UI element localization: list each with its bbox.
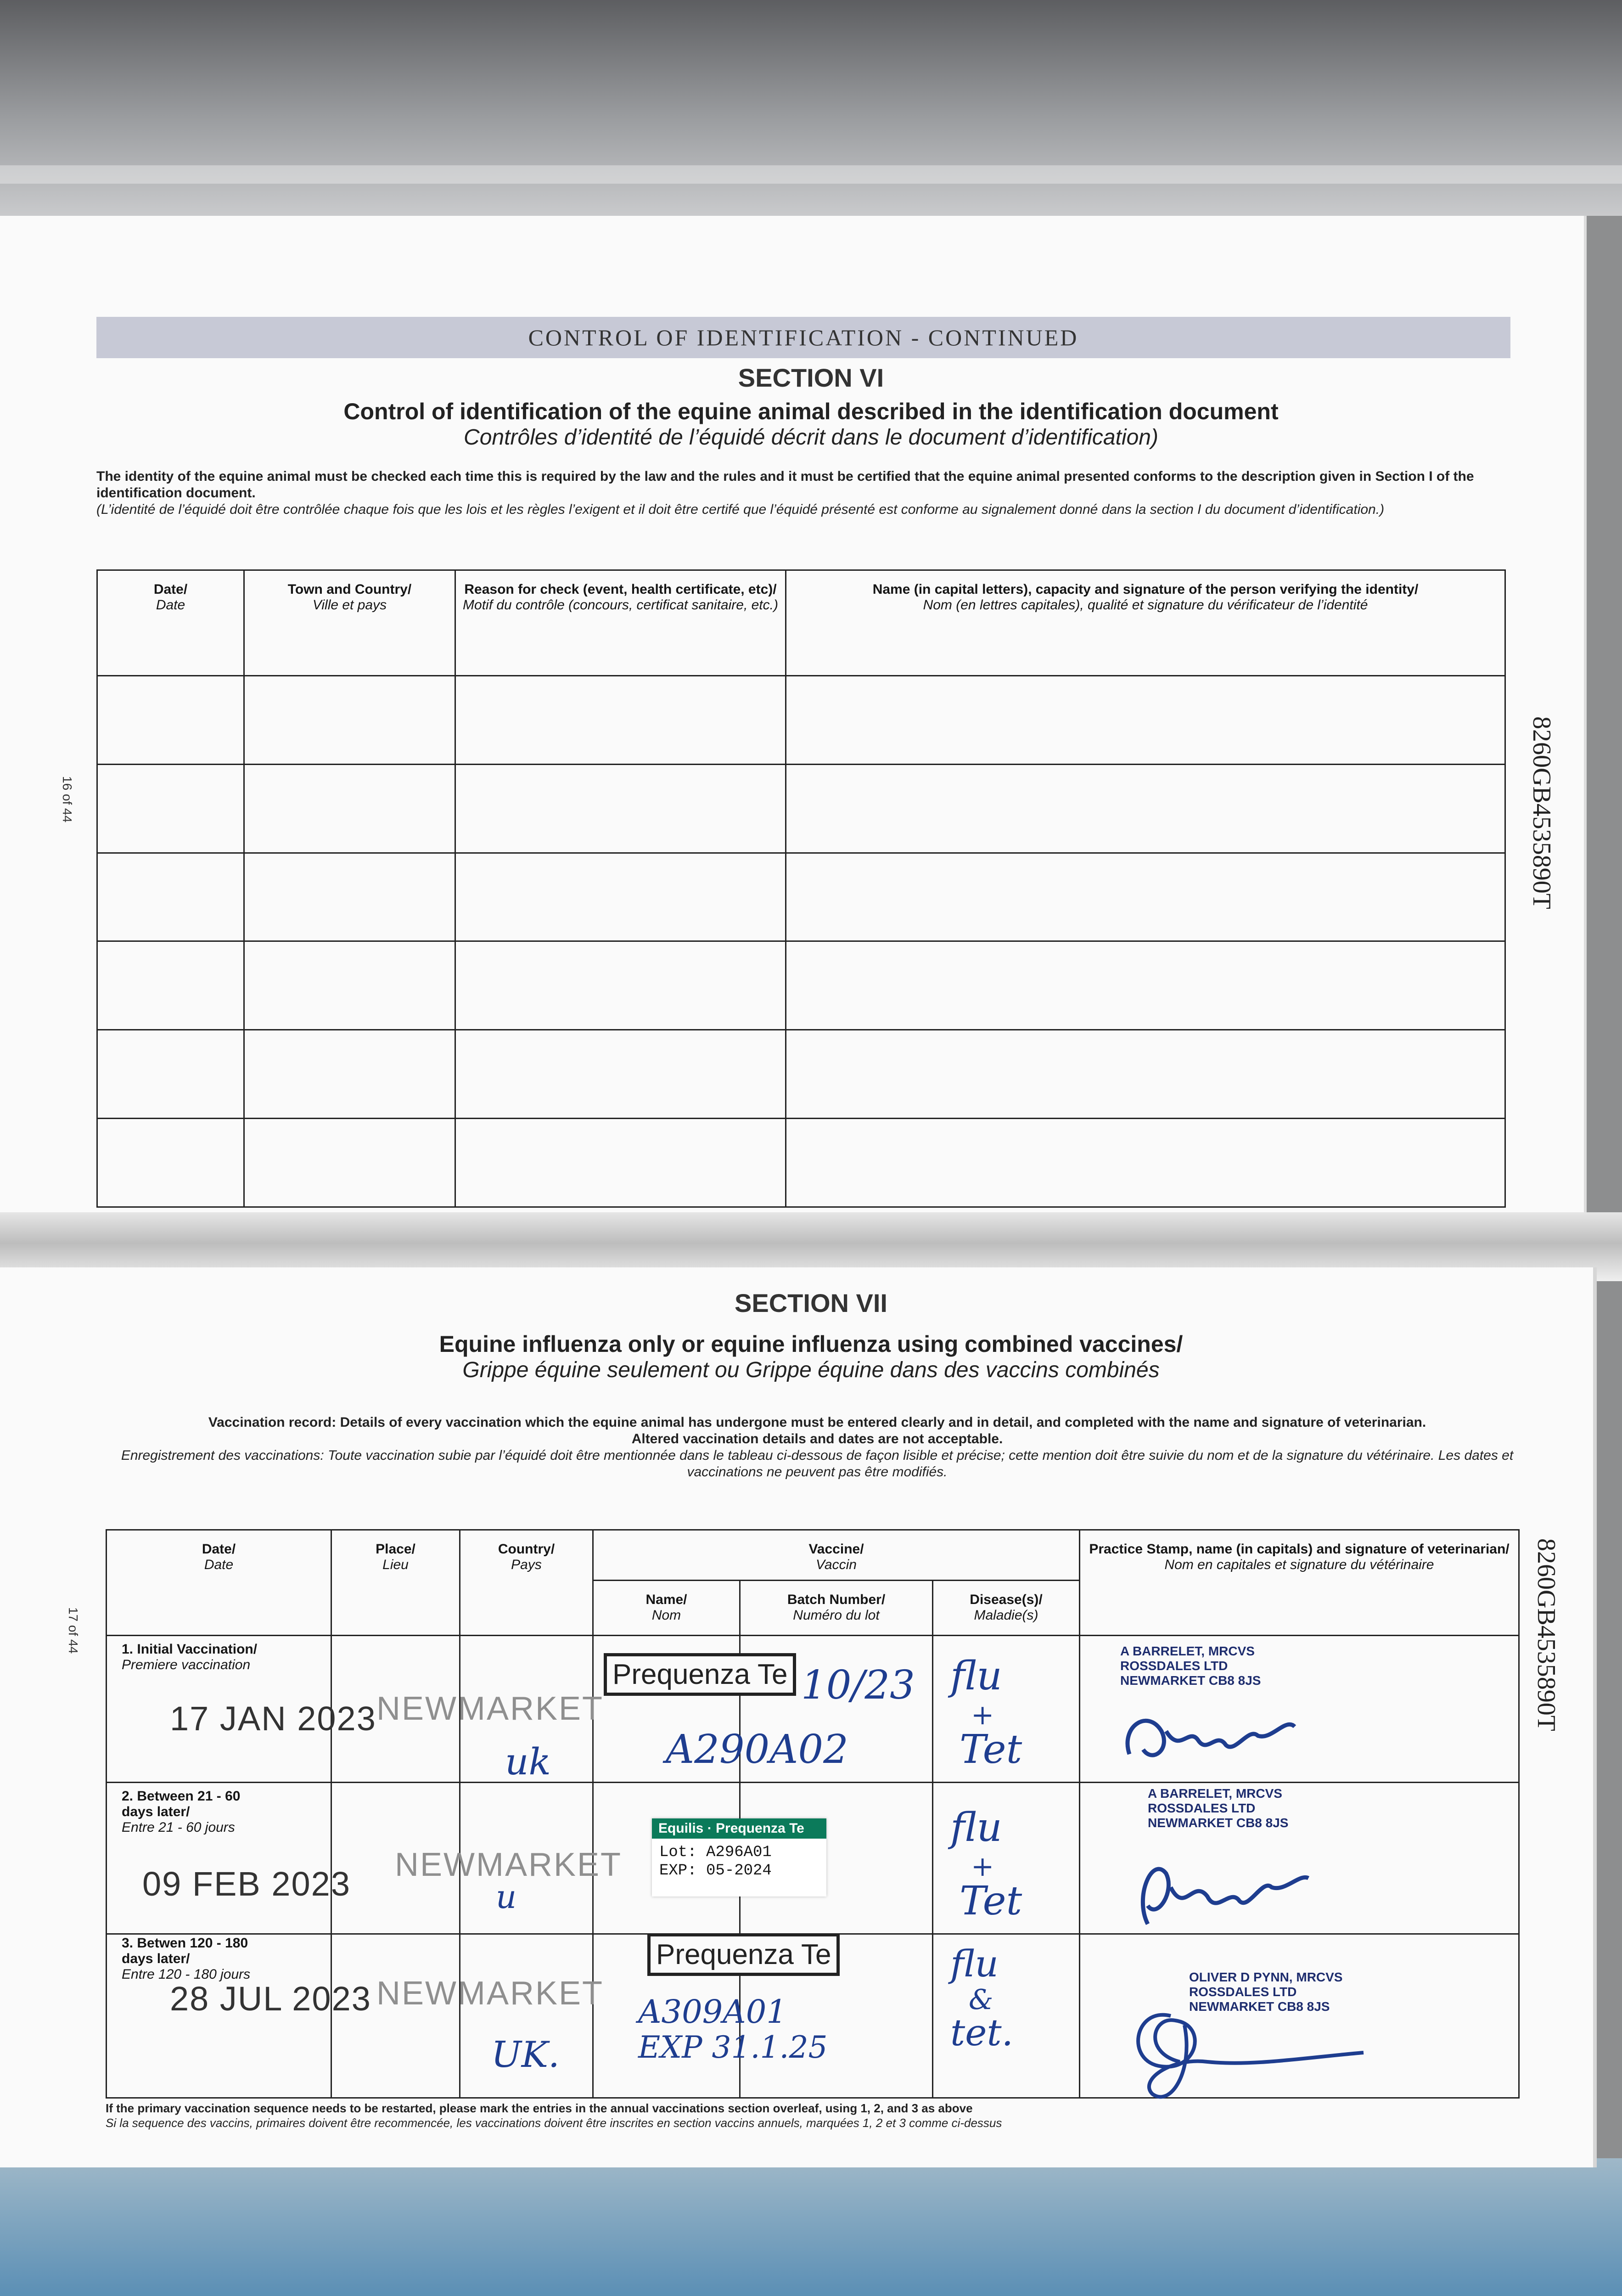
row1-vet-signature: [1111, 1699, 1304, 1768]
table-row: [97, 1030, 1505, 1119]
col-date: Date/ Date: [107, 1530, 331, 1636]
sticker-lot: Lot: A296A01: [659, 1844, 772, 1861]
empty-cell[interactable]: [97, 853, 244, 941]
row2-label: 2. Between 21 - 60 days later/ Entre 21 - 60 jours: [122, 1789, 241, 1835]
row2-disease-1: flu: [950, 1805, 1002, 1851]
sticker-exp: EXP: 05-2024: [659, 1862, 772, 1880]
empty-cell[interactable]: [97, 941, 244, 1030]
col-place: Place/ Lieu: [331, 1530, 460, 1636]
empty-cell[interactable]: [97, 1119, 244, 1207]
col-date: Date/ Date: [97, 570, 244, 676]
col-country: Country/ Pays: [460, 1530, 593, 1636]
section-vi-title: SECTION VI: [738, 363, 884, 392]
empty-cell[interactable]: [455, 1119, 786, 1207]
col-diseases: Disease(s)/ Maladie(s): [933, 1581, 1080, 1636]
empty-cell[interactable]: [455, 853, 786, 941]
empty-cell[interactable]: [455, 676, 786, 765]
empty-cell[interactable]: [786, 676, 1505, 765]
plastic-sleeve-reflection: [0, 165, 1622, 184]
row2-place: NEWMARKET: [395, 1846, 622, 1883]
page-number-16: 16 of 44: [60, 776, 74, 823]
empty-cell[interactable]: [455, 1030, 786, 1119]
row1-date: 17 JAN 2023: [170, 1699, 376, 1738]
row3-country: UK.: [491, 2034, 560, 2076]
section-vii-heading-fr: Grippe équine seulement ou Grippe équine dans des vaccins combinés: [462, 1358, 1160, 1382]
col-reason: Reason for check (event, health certificate, etc)/ Motif du contrôle (concours, certificat sanitaire, etc.): [455, 570, 786, 676]
footnote: [106, 2101, 1529, 2130]
row3-disease-2: tet.: [950, 2011, 1014, 2054]
row2-disease-2: Tet: [960, 1878, 1022, 1924]
table-row: [97, 853, 1505, 941]
row3-vet-signature: [1116, 1988, 1373, 2108]
empty-cell[interactable]: [244, 1030, 455, 1119]
row2-vaccine-sticker: Equilis · Prequenza Te Lot: A296A01 EXP: 05-2024: [652, 1818, 826, 1896]
row2-vet-signature: [1120, 1846, 1313, 1933]
row1-batch-top: 10/23: [801, 1662, 915, 1708]
empty-cell[interactable]: [786, 1119, 1505, 1207]
row1-vet-stamp: A BARRELET, MRCVS ROSSDALES LTD NEWMARKET CB8 8JS: [1120, 1644, 1261, 1688]
col-practice-stamp: Practice Stamp, name (in capitals) and signature of veterinarian/ Nom en capitales et signature du vétérinaire: [1080, 1530, 1519, 1636]
identity-check-table: [96, 569, 1506, 1208]
identity-table-header-row: [97, 570, 1505, 676]
empty-cell[interactable]: [244, 1119, 455, 1207]
banner-text: CONTROL OF IDENTIFICATION - CONTINUED: [528, 325, 1079, 350]
row1-vaccine-name: Prequenza Te: [604, 1653, 796, 1696]
row3-date: 28 JUL 2023: [170, 1980, 371, 2018]
table-row: [97, 676, 1505, 765]
row3-batch-number: A309A01: [638, 1993, 787, 2031]
vacc-record-text: Details of every vaccination which the equine animal has undergone must be entered clearly and in detail, and completed with the name and signature of veterinarian.: [340, 1415, 1426, 1430]
col-town-country: Town and Country/ Ville et pays: [244, 570, 455, 676]
vacc-record-label: Vaccination record:: [208, 1415, 337, 1430]
empty-cell[interactable]: [786, 853, 1505, 941]
empty-cell[interactable]: [97, 1030, 244, 1119]
section-vi-heading-fr: Contrôles d’identité de l’équidé décrit dans le document d’identification): [464, 425, 1158, 450]
row2-country: u: [496, 1878, 517, 1916]
page-number-17: 17 of 44: [66, 1607, 80, 1654]
section-vi-instructions: [96, 468, 1492, 518]
row1-country: uk: [505, 1740, 551, 1783]
row1-disease-1: flu: [950, 1653, 1002, 1699]
vacc-record-label-fr: Enregistrement des vaccinations:: [121, 1448, 324, 1463]
table-row: [97, 764, 1505, 853]
row2-date: 09 FEB 2023: [142, 1865, 351, 1903]
empty-cell[interactable]: [244, 853, 455, 941]
row1-disease-plus: +: [971, 1699, 994, 1731]
empty-cell[interactable]: [455, 764, 786, 853]
empty-cell[interactable]: [455, 941, 786, 1030]
row3-disease-1: flu: [950, 1942, 999, 1985]
row3-place: NEWMARKET: [376, 1975, 604, 2012]
section-vi-heading-en: Control of identification of the equine animal described in the identification document: [343, 399, 1279, 424]
col-verifier: Name (in capital letters), capacity and signature of the person verifying the identity/ Nom (en lettres capitales), qualité et signature du vérificateur de l’identité: [786, 570, 1505, 676]
empty-cell[interactable]: [97, 676, 244, 765]
col-vaccine: Vaccine/ Vaccin: [593, 1530, 1080, 1581]
section-banner: [96, 317, 1510, 358]
row1-label: 1. Initial Vaccination/ Premiere vaccination: [122, 1642, 258, 1672]
passport-id-top: 8260GB4535890T: [1527, 716, 1556, 909]
vacc-record-note: Altered vaccination details and dates are not acceptable.: [631, 1431, 1003, 1446]
passport-id-bottom: 8260GB4535890T: [1532, 1538, 1560, 1731]
footnote-fr: Si la sequence des vaccins, primaires doivent être recommencée, les vaccinations doivent être inscrites en section vaccins annuels, marquées 1, 2 et 3 comme ci-dessus: [106, 2116, 1002, 2130]
vacc-header-row-1: [107, 1530, 1519, 1581]
row3-label: 3. Betwen 120 - 180 days later/ Entre 120 - 180 jours: [122, 1936, 251, 1982]
instructions-en: The identity of the equine animal must be checked each time this is required by the law and the rules and it must be certified that the equine animal presented conforms to the description given in Section I of the identification document.: [96, 469, 1474, 501]
footnote-en: If the primary vaccination sequence needs to be restarted, please mark the entries in the annual vaccinations section overleaf, using 1, 2, and 3 as above: [106, 2101, 973, 2115]
row2-disease-plus: +: [971, 1851, 994, 1883]
section-vii-header: [0, 1288, 1622, 1383]
sticker-brand: Equilis: [658, 1821, 704, 1836]
row2-vet-stamp: A BARRELET, MRCVS ROSSDALES LTD NEWMARKET CB8 8JS: [1148, 1786, 1289, 1830]
row1-disease-2: Tet: [960, 1727, 1022, 1773]
section-vii-instructions: [115, 1414, 1520, 1480]
empty-cell[interactable]: [786, 1030, 1505, 1119]
row3-batch-expiry: EXP 31.1.25: [638, 2030, 828, 2065]
binder-cover-bottom: [0, 2158, 1622, 2296]
section-vi-header: [0, 363, 1622, 450]
section-vii-title: SECTION VII: [735, 1289, 887, 1317]
empty-cell[interactable]: [786, 941, 1505, 1030]
empty-cell[interactable]: [244, 676, 455, 765]
row3-vet-stamp: OLIVER D PYNN, MRCVS ROSSDALES LTD NEWMARKET CB8 8JS: [1189, 1970, 1343, 2014]
section-vii-heading-en: Equine influenza only or equine influenza using combined vaccines/: [439, 1331, 1183, 1357]
empty-cell[interactable]: [244, 764, 455, 853]
sticker-product: Prequenza Te: [716, 1821, 804, 1836]
table-row: [97, 1119, 1505, 1207]
instructions-fr: (L’identité de l’équidé doit être contrôlée chaque fois que les lois et les règles l’exigent et il doit être certifé que l’équidé présenté est conforme au signalement donné dans la section I du document d’identification.): [96, 502, 1385, 517]
col-batch-number: Batch Number/ Numéro du lot: [740, 1581, 933, 1636]
row3-vaccine-name: Prequenza Te: [647, 1933, 840, 1976]
row3-disease-and: &: [969, 1984, 993, 2016]
row1-place: NEWMARKET: [376, 1690, 604, 1727]
row1-batch-number: A290A02: [666, 1727, 848, 1773]
empty-cell[interactable]: [786, 764, 1505, 853]
col-vaccine-name: Name/ Nom: [593, 1581, 740, 1636]
table-row: [97, 941, 1505, 1030]
empty-cell[interactable]: [97, 764, 244, 853]
empty-cell[interactable]: [244, 941, 455, 1030]
vacc-record-text-fr: Toute vaccination subie par l’équidé doit être mentionnée dans le tableau ci-dessous de façon lisible et précise; cette mention doit être suivie du nom et de la signature du vétérinaire. Les dates et vaccinations ne peuvent pas être modifiés.: [328, 1448, 1514, 1480]
